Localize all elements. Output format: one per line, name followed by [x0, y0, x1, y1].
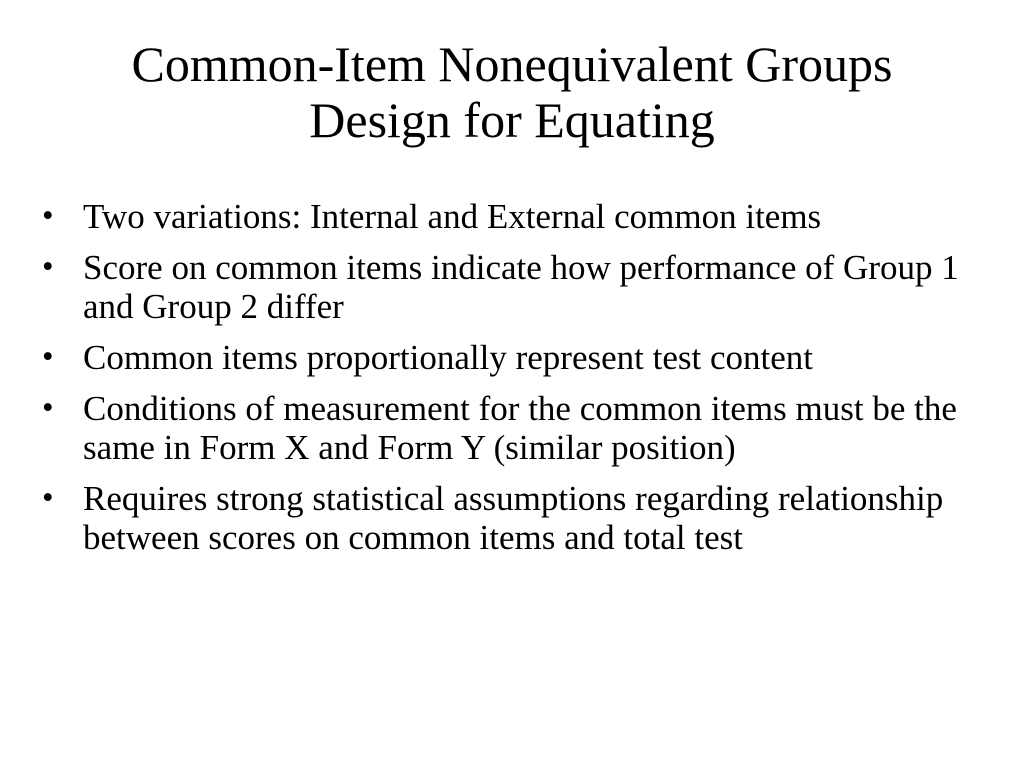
bullet-item-score-common-items — [40, 248, 1015, 326]
bullet-text: Conditions of measurement for the common items must be the same in Form X and Form Y (similar position) — [83, 389, 957, 467]
slide-title-line-1: Common-Item Nonequivalent Groups — [131, 36, 893, 92]
bullet-dot-icon: • — [42, 198, 54, 234]
slide-title — [0, 36, 1024, 148]
bullet-item-test-content — [40, 338, 1015, 377]
bullet-text: Score on common items indicate how performance of Group 1 and Group 2 differ — [83, 248, 959, 326]
bullet-text: Two variations: Internal and External common items — [83, 197, 822, 236]
bullet-item-conditions-measurement — [40, 389, 1015, 467]
bullet-dot-icon: • — [42, 339, 54, 375]
bullet-text: Requires strong statistical assumptions regarding relationship between scores on common items and total test — [83, 479, 944, 557]
bullet-item-statistical-assumptions — [40, 479, 1015, 557]
bullet-text: Common items proportionally represent test content — [83, 338, 813, 377]
slide-title-line-2: Design for Equating — [309, 92, 715, 148]
bullet-item-two-variations — [40, 197, 1015, 236]
bullet-dot-icon: • — [42, 249, 54, 285]
bullet-dot-icon: • — [42, 480, 54, 516]
bullet-list — [40, 197, 1015, 569]
bullet-dot-icon: • — [42, 390, 54, 426]
